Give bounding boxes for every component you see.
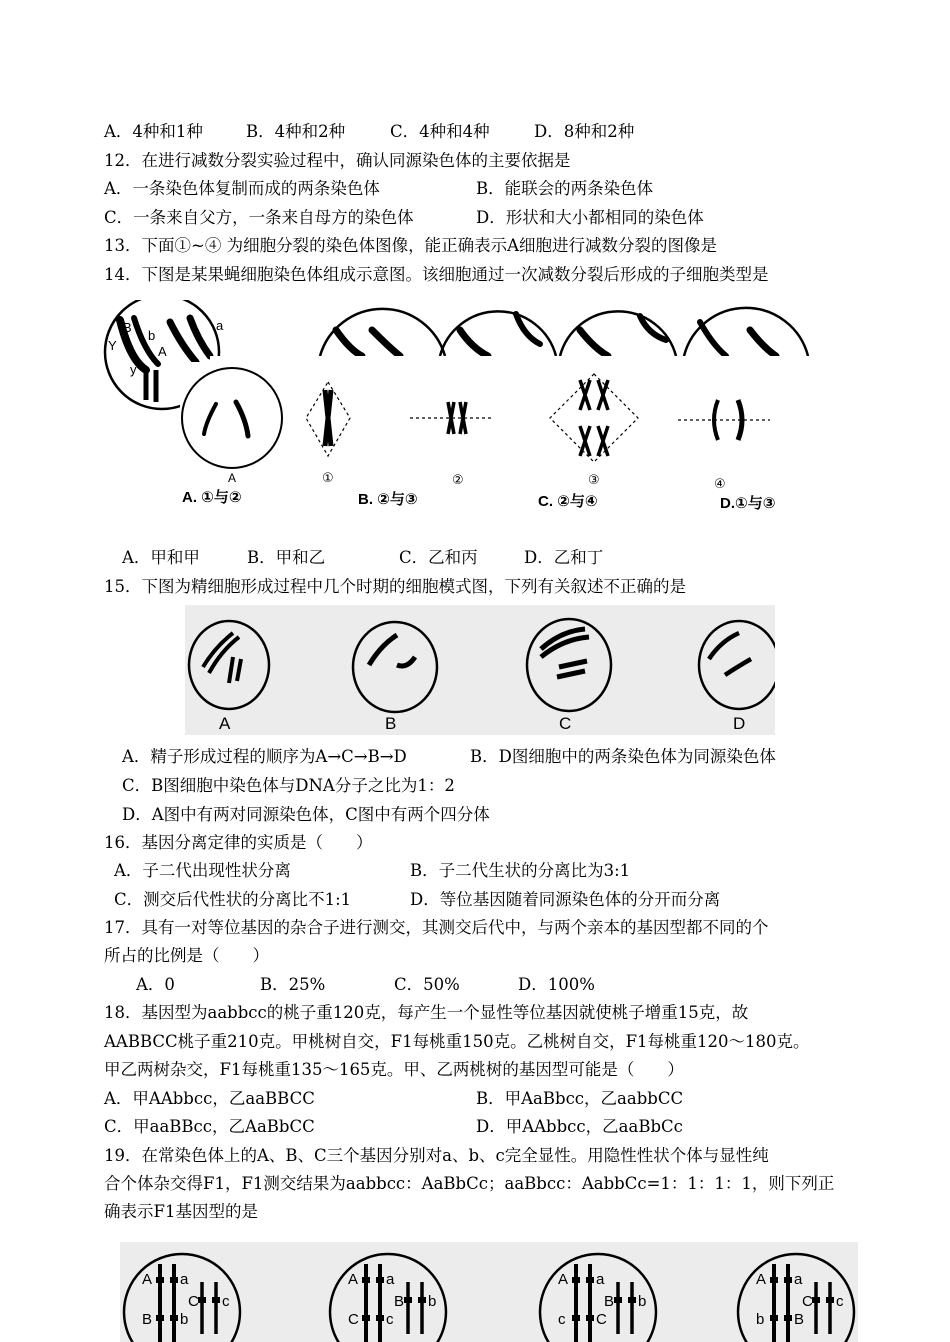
q19-line3: 确表示F1基因型的是 [104, 1202, 258, 1221]
q15-option-d: D．A图中有两对同源染色体，C图中有两个四分体 [122, 805, 490, 824]
q14-stem: 14．下图是某果蝇细胞染色体组成示意图。该细胞通过一次减数分裂后形成的子细胞类型是 [104, 265, 769, 284]
q12-option-b: B．能联会的两条染色体 [476, 179, 654, 198]
q17-stem-line1: 17．具有一对等位基因的杂合子进行测交，其测交后代中，与两个亲本的基因型都不同的个 [104, 918, 769, 937]
q15-option-c: C．B图细胞中染色体与DNA分子之比为1：2 [122, 776, 455, 795]
q19-cell-1-left-bottom: B [142, 1311, 153, 1328]
q19-cell-3-left-bottom: c [558, 1311, 566, 1328]
q15-figure [185, 605, 775, 735]
q19-cell-4-right-bottom: B [794, 1311, 805, 1328]
q14-gene-label-A: A [158, 344, 167, 359]
q14-options [122, 548, 603, 568]
q11-option-c: C．4种和4种 [390, 122, 490, 141]
q16-options-row1 [114, 861, 630, 881]
q19-cell-4-left-top: A [756, 1271, 767, 1288]
q13-label-A: A [228, 471, 237, 485]
q11-option-b: B．4种和2种 [246, 122, 346, 141]
q19-cell-2-pair-right: b [428, 1293, 437, 1310]
q17-option-b: B．25% [260, 975, 326, 994]
q19-cell-4-pair-left: C [802, 1293, 813, 1310]
q18-line2: AABBCC桃子重210克。甲桃树自交，F1每桃重150克。乙桃树自交，F1每桃重120～180克。 [104, 1032, 810, 1051]
q17-stem-line2: 所占的比例是（ ） [104, 946, 269, 965]
q16-stem: 16．基因分离定律的实质是（ ） [104, 833, 373, 852]
q13-label-3: ③ [588, 472, 600, 487]
q19-cell-3-pair-right: b [638, 1293, 647, 1310]
q16-option-d: D．等位基因随着同源染色体的分开而分离 [410, 890, 721, 909]
q14-gene-label-y: y [130, 362, 137, 377]
q19-cell-1-right-top: a [180, 1271, 189, 1288]
q15-label-B: B [385, 714, 397, 733]
q16-options-row2 [114, 890, 720, 910]
q15-option-a: A．精子形成过程的顺序为A→C→B→D [122, 747, 407, 766]
q17-option-d: D．100% [518, 975, 595, 994]
q19-cell-3-right-top: a [596, 1271, 605, 1288]
q18-line1: 18．基因型为aabbcc的桃子重120克，每产生一个显性等位基因就使桃子增重15克，故 [104, 1003, 749, 1022]
q12-option-a: A．一条染色体复制而成的两条染色体 [104, 179, 380, 198]
q18-option-c: C．甲aaBBcc，乙AaBbCC [104, 1117, 315, 1136]
q14-gene-label-B: B [123, 320, 132, 335]
q19-cell-3-pair-left: B [604, 1293, 615, 1310]
q16-option-c: C．测交后代性状的分离比不1:1 [114, 890, 352, 909]
q15-label-C: C [559, 714, 572, 733]
q13-choice-b: B. ②与③ [358, 491, 418, 508]
q15-label-A: A [219, 714, 231, 733]
q17-option-a: A．0 [136, 975, 175, 994]
q15-stem: 15．下图为精细胞形成过程中几个时期的细胞模式图，下列有关叙述不正确的是 [104, 577, 686, 596]
q14-gene-label-a: a [216, 318, 224, 333]
q14-option-b: B．甲和乙 [247, 548, 326, 567]
q19-line2: 合个体杂交得F1，F1测交结果为aabbcc：AaBbCc；aaBbcc：AabbCc=1：1：1：1，则下列正 [104, 1174, 835, 1193]
q12-stem: 12．在进行减数分裂实验过程中，确认同源染色体的主要依据是 [104, 151, 571, 170]
q19-cell-4-pair-right: c [836, 1293, 844, 1310]
q19-cell-3-left-top: A [558, 1271, 569, 1288]
q19-cell-1-right-bottom: b [180, 1311, 189, 1328]
q18-option-a: A．甲AAbbcc，乙aaBBCC [104, 1089, 315, 1108]
q16-option-a: A．子二代出现性状分离 [114, 861, 291, 880]
q19-figure-svg [120, 1242, 858, 1342]
q13-choice-d: D.①与③ [720, 495, 776, 512]
q19-cell-3-right-bottom: C [596, 1311, 607, 1328]
q14-option-a: A．甲和甲 [122, 548, 200, 567]
q19-cell-2-left-top: A [348, 1271, 359, 1288]
q13-label-2: ② [452, 472, 464, 487]
q17-option-c: C．50% [394, 975, 460, 994]
q12-options-row2 [104, 208, 704, 228]
q18-option-b: B．甲AaBbcc，乙aabbCC [476, 1089, 684, 1108]
q18-options-row2 [104, 1117, 683, 1137]
q15-option-b: B．D图细胞中的两条染色体为同源染色体 [470, 747, 776, 766]
q13-label-1: ① [322, 470, 334, 485]
q19-cell-2-right-top: a [386, 1271, 395, 1288]
q19-cell-1-pair-right: c [222, 1293, 230, 1310]
q14-option-c: C．乙和丙 [399, 548, 478, 567]
q15-label-D: D [733, 714, 746, 733]
q13-figure-svg [180, 362, 800, 522]
q19-figure [120, 1242, 858, 1342]
q11-options [104, 122, 634, 142]
q17-options [136, 975, 595, 995]
q11-option-d: D．8种和2种 [534, 122, 635, 141]
q19-cell-2-right-bottom: c [386, 1311, 394, 1328]
q19-cell-2-left-bottom: C [348, 1311, 359, 1328]
q18-line3: 甲乙两树杂交，F1每桃重135～165克。甲、乙两桃树的基因型可能是（ ） [104, 1060, 684, 1079]
q12-option-d: D．形状和大小都相同的染色体 [476, 208, 704, 227]
q14-gene-label-b: b [148, 328, 156, 343]
q19-cell-2-pair-left: B [394, 1293, 405, 1310]
q19-cell-1-left-top: A [142, 1271, 153, 1288]
q13-choice-c: C. ②与④ [538, 493, 598, 510]
q13-label-4: ④ [714, 476, 726, 491]
q15-figure-svg [185, 605, 775, 735]
q12-options-row1 [104, 179, 653, 199]
q14-option-d: D．乙和丁 [524, 548, 604, 567]
q19-cell-1-pair-left: C [188, 1293, 199, 1310]
q19-line1: 19．在常染色体上的A、B、C三个基因分别对a、b、c完全显性。用隐性性状个体与显性纯 [104, 1146, 769, 1165]
q15-options-row1 [122, 747, 776, 767]
q14-gene-label-Y: Y [108, 338, 117, 353]
q13-stem: 13．下面①~④ 为细胞分裂的染色体图像，能正确表示A细胞进行减数分裂的图像是 [104, 236, 717, 255]
q18-options-row1 [104, 1089, 683, 1109]
q19-cell-4-left-bottom: b [756, 1311, 765, 1328]
q18-option-d: D．甲AAbbcc，乙aaBbCc [476, 1117, 683, 1136]
q13-figure [180, 362, 800, 522]
q19-cell-4-right-top: a [794, 1271, 803, 1288]
q11-option-a: A．4种和1种 [104, 122, 203, 141]
q13-choice-a: A. ①与② [182, 489, 242, 506]
q12-option-c: C．一条来自父方，一条来自母方的染色体 [104, 208, 414, 227]
q16-option-b: B．子二代生状的分离比为3:1 [410, 861, 631, 880]
